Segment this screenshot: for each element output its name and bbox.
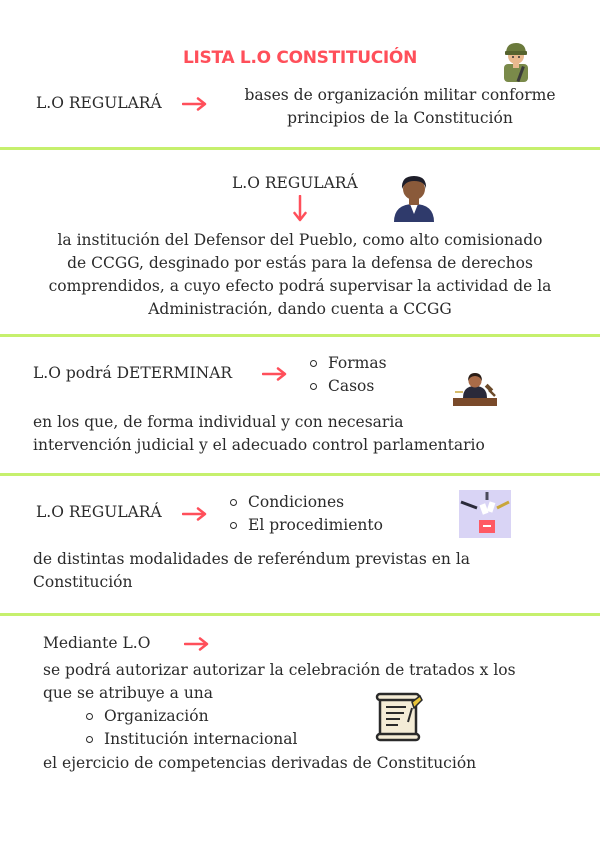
page-title: LISTA L.O CONSTITUCIÓN [182, 48, 417, 68]
list-item: Casos [308, 375, 387, 398]
s5-line: se podrá autorizar autorizar la celebración de tratados x los [43, 661, 516, 679]
s3-label: L.O podrá DETERMINAR [33, 364, 233, 382]
s2-line: de CCGG, desginado por estás para la defensa de derechos [67, 254, 533, 272]
referendum-icon [459, 490, 511, 538]
s4-line: de distintas modalidades de referéndum previstas en la [33, 550, 471, 568]
s1-line2: principios de la Constitución [287, 109, 513, 127]
list-item: Institución internacional [84, 728, 297, 751]
s4-bullet-list [228, 491, 383, 537]
s5-bullet-list [84, 705, 297, 751]
separator [0, 334, 600, 337]
arrow-right-icon [182, 507, 208, 525]
s3-line: en los que, de forma individual y con necesaria [33, 413, 404, 431]
list-item: El procedimiento [228, 514, 383, 537]
s4-paragraph [33, 548, 470, 594]
scroll-document-icon [374, 692, 424, 742]
s5-label: Mediante L.O [43, 634, 151, 652]
arrow-down-icon [293, 195, 307, 227]
s3-paragraph [33, 411, 485, 457]
person-icon [391, 172, 437, 222]
s5-paragraph [43, 659, 516, 705]
list-item: Formas [308, 352, 387, 375]
s4-label: L.O REGULARÁ [36, 503, 162, 521]
s1-label: L.O REGULARÁ [36, 94, 162, 112]
s5-last-line: el ejercicio de competencias derivadas de Constitución [43, 754, 477, 772]
separator [0, 147, 600, 150]
separator [0, 613, 600, 616]
list-item: Condiciones [228, 491, 383, 514]
s5-line: que se atribuye a una [43, 684, 214, 702]
s1-line1: bases de organización militar conforme [244, 86, 556, 104]
arrow-right-icon [182, 97, 208, 115]
s3-bullet-list [308, 352, 387, 398]
list-item: Organización [84, 705, 297, 728]
s2-line: comprendidos, a cuyo efecto podrá supervisar la actividad de la [48, 277, 552, 295]
s2-line: la institución del Defensor del Pueblo, como alto comisionado [57, 231, 543, 249]
arrow-right-icon [184, 637, 210, 655]
judge-icon [451, 372, 499, 408]
s2-line: Administración, dando cuenta a CCGG [148, 300, 452, 318]
separator [0, 473, 600, 476]
s2-label: L.O REGULARÁ [232, 174, 358, 192]
soldier-icon [500, 40, 532, 82]
arrow-right-icon [262, 367, 288, 385]
s4-line: Constitución [33, 573, 133, 591]
s2-paragraph [0, 229, 600, 321]
s3-line: intervención judicial y el adecuado control parlamentario [33, 436, 485, 454]
